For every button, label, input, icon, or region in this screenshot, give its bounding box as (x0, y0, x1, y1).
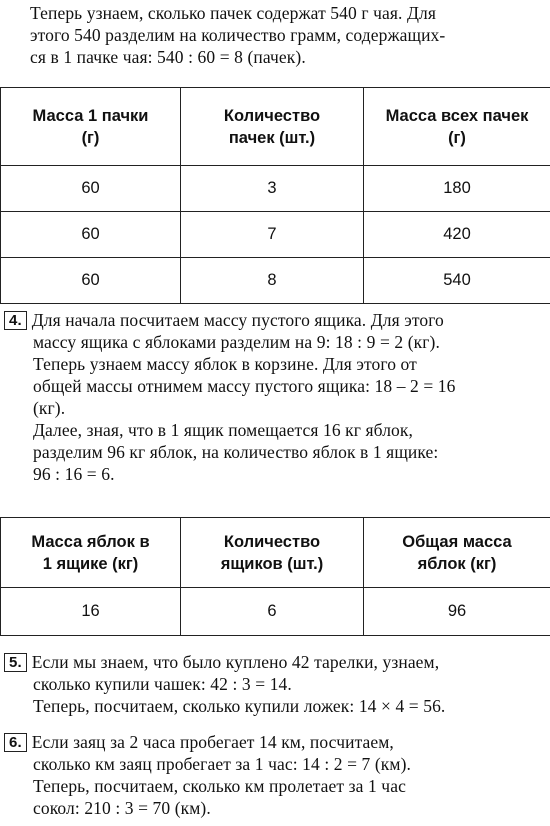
apples-table (0, 517, 550, 636)
table-row (1, 166, 550, 212)
table-cell: 16 (1, 588, 181, 636)
table-cell: 8 (181, 258, 364, 304)
table-cell: 3 (181, 166, 364, 212)
table-cell: 7 (181, 212, 364, 258)
text-line: (кг). (33, 398, 66, 418)
table-row (1, 212, 550, 258)
table-cell: 180 (364, 166, 550, 212)
text-line: сколько купили чашек: 42 : 3 = 14. (33, 674, 292, 694)
text-line: Теперь узнаем массу яблок в корзине. Для этого от (33, 354, 417, 374)
table-cell: 60 (1, 258, 181, 304)
table-header-cell: Общая масса яблок (кг) (364, 518, 550, 588)
table-cell: 540 (364, 258, 550, 304)
table-header-cell: Масса всех пачек (г) (364, 88, 550, 166)
task-4-paragraph (0, 309, 546, 485)
text-line: Теперь, посчитаем, сколько км пролетает за 1 час (33, 776, 406, 796)
text-line: Теперь узнаем, сколько пачек содержат 540 г чая. Для (30, 3, 436, 23)
task-6-paragraph (0, 731, 546, 819)
text-line: 96 : 16 = 6. (33, 464, 115, 484)
table-cell: 96 (364, 588, 550, 636)
intro-paragraph (0, 2, 546, 68)
table-cell: 6 (181, 588, 364, 636)
table-header-row (1, 518, 550, 588)
packs-table (0, 87, 550, 304)
text-line: 5. Если мы знаем, что было куплено 42 тарелки, узнаем, (0, 651, 546, 673)
text-line: 4. Для начала посчитаем массу пустого ящика. Для этого (0, 309, 546, 331)
task-number-badge: 6. (4, 733, 27, 752)
text-line: 6. Если заяц за 2 часа пробегает 14 км, посчитаем, (0, 731, 546, 753)
table-row (1, 258, 550, 304)
table-cell: 60 (1, 166, 181, 212)
task-5-paragraph (0, 651, 546, 717)
text-line: этого 540 разделим на количество грамм, содержащих- (30, 25, 446, 45)
text-line: ся в 1 пачке чая: 540 : 60 = 8 (пачек). (30, 47, 306, 67)
table-header-cell: Количество ящиков (шт.) (181, 518, 364, 588)
text-line: разделим 96 кг яблок, на количество яблок в 1 ящике: (33, 442, 439, 462)
table-row (1, 588, 550, 636)
task-number-badge: 4. (4, 311, 27, 330)
text-line: сокол: 210 : 3 = 70 (км). (33, 798, 211, 818)
table-header-cell: Количество пачек (шт.) (181, 88, 364, 166)
table-header-cell: Масса 1 пачки (г) (1, 88, 181, 166)
table-cell: 60 (1, 212, 181, 258)
table-cell: 420 (364, 212, 550, 258)
text-line: Теперь, посчитаем, сколько купили ложек: 14 × 4 = 56. (33, 696, 446, 716)
text-line: сколько км заяц пробегает за 1 час: 14 : 2 = 7 (км). (33, 754, 411, 774)
table-header-cell: Масса яблок в 1 ящике (кг) (1, 518, 181, 588)
task-number-badge: 5. (4, 653, 27, 672)
table-header-row (1, 88, 550, 166)
text-line: общей массы отнимем массу пустого ящика: 18 – 2 = 16 (33, 376, 456, 396)
text-line: Далее, зная, что в 1 ящик помещается 16 кг яблок, (33, 420, 413, 440)
text-line: массу ящика с яблоками разделим на 9: 18 : 9 = 2 (кг). (33, 332, 440, 352)
